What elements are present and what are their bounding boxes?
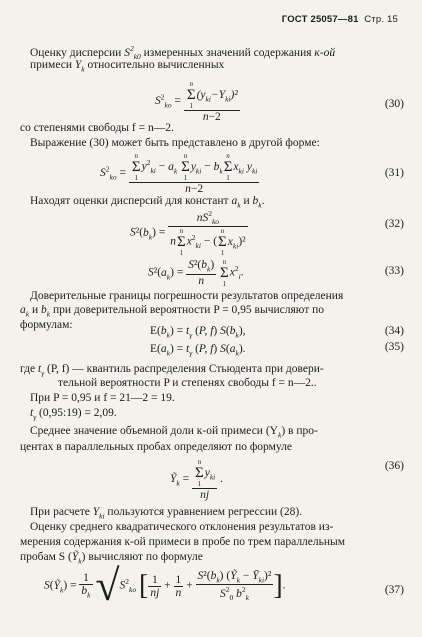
paragraph-line: При расчете $Y_{ki}$ пользуются уравнением регрессии (28). [30,506,303,521]
paragraph-line: Находят оценки дисперсий для констант $a_k$ и $b_k$. [30,195,265,210]
equation-number: (31) [384,167,404,179]
equation-35: $E(a_k) = t_\gamma$ (P, f) $S(a_k)$. [150,343,246,358]
equation-number: (37) [384,584,404,596]
paragraph-line: тельной вероятности P и степенях свободы f = n—2.. [58,377,317,389]
paragraph-line: Оценку среднего квадратического отклонения результатов из- [30,521,334,533]
paragraph-line: примеси $Y_k$ относительно вычисленных [30,59,225,74]
paragraph-line: пробам S (Ỹ$_k$) вычисляют по формуле [20,551,203,566]
paragraph-line: где $t_\gamma$ (P, f) — квантиль распределения Стьюдента при довери- [20,363,324,378]
equation-31: $S^2_{ko}$ = n Σ 1 $y^2_{ki} - a_k$ n Σ 1 $y_{ki} - b_k$ n Σ 1 $x_{ki}$ $y_{ki}$ n−2 [100,152,258,195]
paragraph-line: Оценку дисперсии $S^2_{k0}$ измеренных значений содержания к-ой [30,44,336,62]
paragraph-line: формулам: [20,319,73,331]
paragraph-line: Выражение (30) может быть представлено в другой форме: [30,137,320,149]
equation-30: $S^2_{ko}$ = n Σ 1 $(y_{ki}-Y_{ki})^2$ n−2 [155,80,238,123]
page-number: Стр. 15 [364,14,398,25]
standard-number: ГОСТ 25057—81 [281,14,359,25]
paragraph-line: Доверительные границы погрешности результатов определения [30,290,344,302]
paragraph-line: $a_k$ и $b_k$ при доверительной вероятности P = 0,95 вычисляют по [20,304,325,319]
equation-number: (33) [384,265,404,277]
equation-36: Ỹ$_k$ = n Σ 1 $y_{ki}$ nj . [170,458,224,501]
paragraph-line: центах в параллельных пробах определяют по формуле [20,441,292,453]
equation-number: (36) [384,460,404,472]
paragraph-line: мерения содержания к-ой примеси в пробе по трем параллельным [20,536,346,548]
equation-number: (35) [384,341,404,353]
equation-37: S(Ỹ$_k$) = $\frac{1}{b_k}$ $√S^2_{ko}$ [ $\frac{1}{nj}$ + $\frac{1}{n}$ + $\frac{S^2(b_k) (Ỹ_k - Ȳ_{ki})^2}{S^2_0 b^2_k}$ ]. [44,561,286,610]
equation-number: (30) [384,98,404,110]
equation-number: (34) [384,325,404,337]
equation-number: (32) [384,218,404,230]
paragraph-line: Среднее значение объемной доли к-ой примеси $(Y_k)$ в про- [30,425,318,440]
equation-32: $S^2(b_k)$ = $nS^2_{ko}$ n n Σ 1 $x^2_{ki}$ − ( n Σ 1 $x_{ki})^2$ [130,209,246,258]
equation-33: $S^2(a_k)$ = $\frac{S^2(b_k)}{n}$ n Σ 1 $x^2_i$. [148,258,244,288]
page-header [282,14,398,25]
paragraph-line: $t_\gamma$ (0,95:19) = 2,09. [30,407,117,422]
paragraph-line: со степенями свободы f = n—2. [20,122,174,134]
paragraph-line: При P = 0,95 и f = 21—2 = 19. [30,392,175,404]
equation-34: $E(b_k) = t_\gamma$ (P, f) $S(b_k)$, [150,325,246,340]
